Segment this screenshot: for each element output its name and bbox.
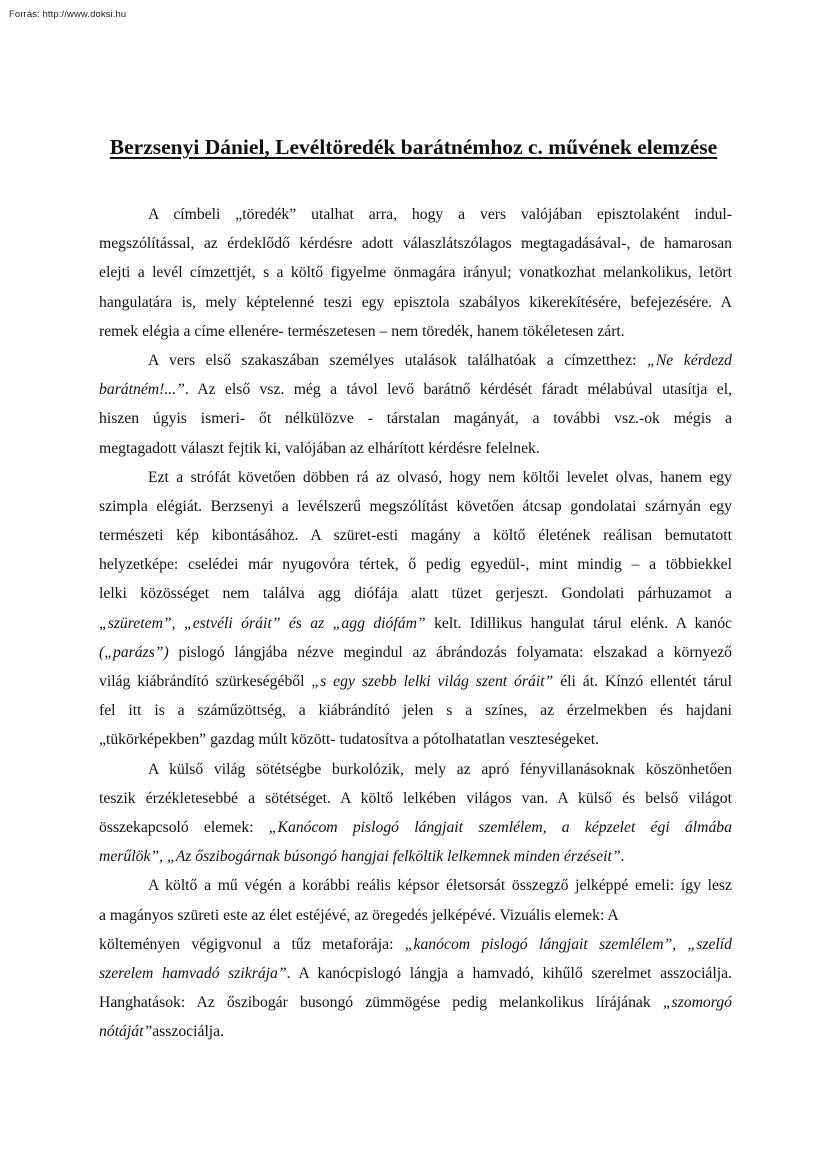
text-line — [99, 229, 732, 258]
text-run: a magányos szüreti este az élet estéjévé, az öregedés jelképévé. Vizuális elemek: A — [99, 906, 619, 924]
text-run: fel itt is a száműzöttség, a kiábrándító jelen s a színes, az érzelmekben és hajdani — [99, 702, 732, 720]
text-line — [99, 755, 732, 784]
text-line — [99, 579, 732, 608]
text-line — [99, 871, 732, 900]
text-line — [99, 988, 732, 1017]
text-run: összekapcsoló elemek: — [99, 818, 269, 836]
quoted-text: „szomorgó — [662, 994, 732, 1012]
source-line: Forrás: http://www.doksi.hu — [9, 9, 127, 20]
text-run: . A kanócpislogó lángja a hamvadó, kihűlő szerelmet asszociálja. — [286, 964, 732, 982]
text-run: költeményen végigvonul a tűz metaforája: — [99, 935, 405, 953]
text-line — [99, 375, 732, 404]
text-run: asszociálja. — [152, 1023, 225, 1041]
text-line — [99, 200, 732, 229]
text-run: „tükörképekben” gazdag múlt között- tudatosítva a pótolhatatlan veszteségeket. — [99, 731, 600, 749]
text-line — [99, 842, 732, 871]
text-run: világ kiábrándító szürkeségéből — [99, 673, 312, 690]
text-line — [99, 550, 732, 579]
text-run: szimpla elégiát. Berzsenyi a levélszerű megszólítást követően átcsap gondolatai szárnyán egy — [99, 497, 732, 515]
text-run: pislogó lángjába nézve megindul az ábrándozás folyamata: elszakad a környező — [168, 643, 732, 661]
text-line — [99, 317, 732, 346]
text-line — [99, 288, 732, 317]
quoted-text: „Ne kérdezd — [647, 351, 732, 369]
text-line — [99, 463, 732, 492]
text-run: A külső világ sötétségbe burkolózik, mely az apró fényvillanásoknak köszönhetően — [148, 760, 732, 778]
text-run: elejti a levél címzettjét, s a költő figyelme önmagára irányul; vonatkozhat melankolikus, letört — [99, 264, 732, 282]
text-line — [99, 434, 732, 463]
text-line — [99, 813, 732, 842]
text-line — [99, 404, 732, 433]
text-run: helyzetképe: cselédei már nyugovóra tértek, ő pedig egyedül-, mint mindig – a többiekkel — [99, 556, 732, 574]
text-line — [99, 521, 732, 550]
text-run: hiszen úgyis ismeri- őt nélkülözve - társtalan magányát, a további vsz.-ok mégis a — [99, 410, 732, 428]
quoted-text: „Kanócom pislogó lángjait szemlélem, a képzelet égi álmába — [268, 818, 732, 836]
text-line — [99, 959, 732, 988]
text-line — [99, 258, 732, 287]
quoted-text: „s egy szebb lelki világ szent óráit” — [311, 673, 554, 690]
quoted-text: szerelem hamvadó szikrája” — [99, 964, 287, 982]
quoted-text: „szüretem”, „estvéli óráit” és az „agg diófám” — [99, 614, 426, 632]
quoted-text: merűlök”, „Az őszibogárnak búsongó hangjai felköltik lelkemnek minden érzéseit” — [99, 848, 621, 866]
quoted-text: nótáját” — [99, 1023, 153, 1041]
text-line — [99, 784, 732, 813]
text-line — [99, 725, 732, 754]
text-run: remek elégia a címe ellenére- természetesen – nem töredék, hanem tökéletesen zárt. — [99, 322, 625, 340]
document-title: Berzsenyi Dániel, Levéltöredék barátnémhoz c. művének elemzése — [109, 135, 718, 159]
quoted-text: „kanócom pislogó lángjait szemlélem”, „szelíd — [404, 935, 732, 953]
text-line — [99, 667, 732, 696]
text-run: éli át. Kínzó ellentét tárul — [553, 673, 732, 690]
text-run: megtagadott választ fejtik ki, valójában az elhárított kérdésre felelnek. — [99, 439, 540, 457]
text-run: természeti kép kibontásához. A szüret-esti magány a költő életének reálisan bemutatott — [99, 527, 732, 545]
text-run: megszólítással, az érdeklődő kérdésre adott válaszlátszólagos megtagadásával-, de hamarosan — [99, 235, 732, 253]
text-run: A címbeli „töredék” utalhat arra, hogy a vers valójában episztolaként indul- — [148, 206, 732, 223]
quoted-text: barátném!...” — [99, 381, 185, 399]
quoted-text: („parázs”) — [99, 643, 169, 661]
text-run: A költő a mű végén a korábbi reális képsor életsorsát összegző jelképpé emeli: így lesz — [148, 877, 732, 895]
text-line — [99, 901, 732, 930]
text-line — [99, 1017, 732, 1046]
text-line — [99, 492, 732, 521]
text-run: . — [620, 848, 625, 866]
text-line — [99, 609, 732, 638]
text-run: Hanghatások: Az őszibogár busongó zümmögése pedig melankolikus lírájának — [99, 994, 663, 1012]
text-line — [99, 930, 732, 959]
text-run: lelki közösséget nem találva agg diófája alatt tüzet gerjeszt. Gondolati párhuzamot a — [99, 585, 732, 603]
body-text — [99, 200, 732, 1046]
text-run: . Az első vsz. még a távol levő barátnő kérdését fáradt mélabúval utasítja el, — [184, 381, 732, 399]
text-run: Ezt a strófát követően döbben rá az olvasó, hogy nem költői levelet olvas, hanem egy — [148, 468, 732, 486]
text-run: teszik érzékletesebbé a sötétséget. A költő lelkében világos van. A külső és belső világot — [99, 789, 732, 807]
text-line — [99, 638, 732, 667]
text-run: kelt. Idillikus hangulat tárul elénk. A kanóc — [425, 614, 733, 632]
text-line — [99, 346, 732, 375]
text-run: hangulatára is, mely képtelenné teszi egy episztola szabályos kikerekítésére, befejezésére. A — [99, 293, 732, 311]
text-run: A vers első szakaszában személyes utalások találhatóak a címzetthez: — [148, 351, 648, 369]
text-line — [99, 696, 732, 725]
